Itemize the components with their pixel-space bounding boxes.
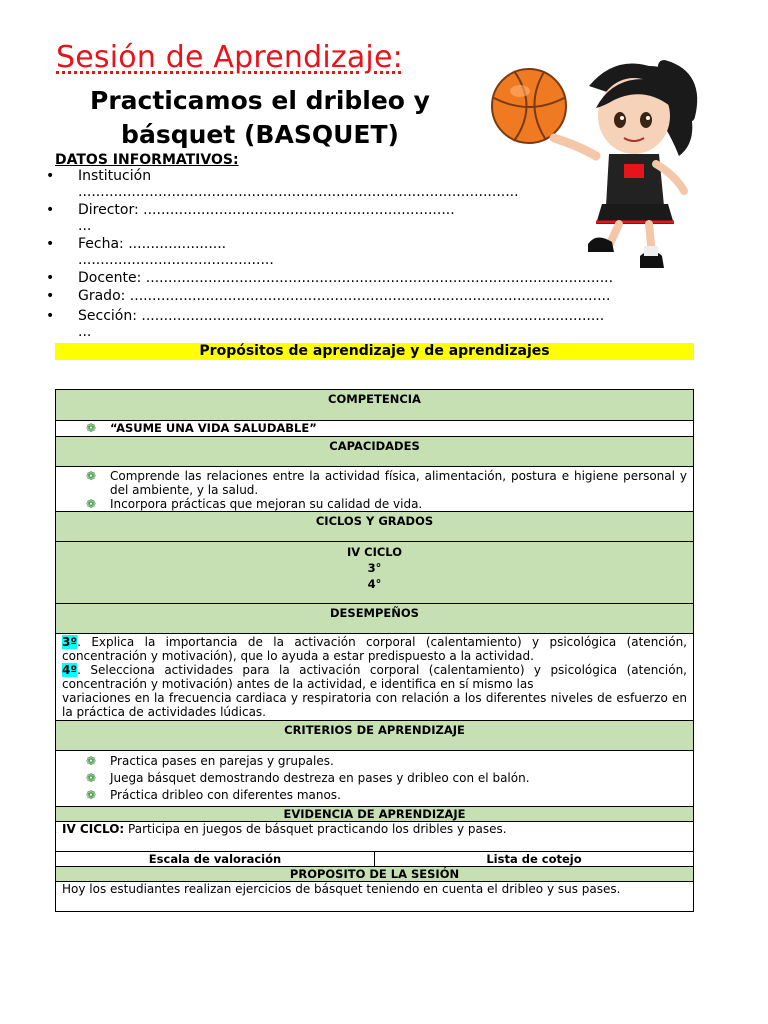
competencia-header: COMPETENCIA — [56, 390, 693, 421]
competencia-row — [56, 421, 693, 437]
ciclos-header: CICLOS Y GRADOS — [56, 512, 693, 542]
grade-3-tag: 3º — [62, 635, 78, 649]
purpose-bar: Propósitos de aprendizaje y de aprendizajes — [55, 343, 694, 360]
bullet-icon: • — [46, 270, 55, 286]
fecha-field: Fecha: ...................... — [78, 236, 227, 252]
institucion-field: ................................................................................................... — [78, 184, 519, 200]
evidencia-label: IV CICLO: — [62, 822, 125, 836]
criterio-text-2: Juega básquet demostrando destreza en pases y dribleo con el balón. — [110, 771, 530, 785]
director-field-cont: ... — [78, 218, 92, 234]
proposito-text: Hoy los estudiantes realizan ejercicios de básquet teniendo en cuenta el dribleo y sus pases. — [62, 882, 621, 896]
capacidad-item-1 — [56, 469, 687, 497]
evidencia-row — [56, 822, 693, 852]
session-subtitle — [40, 84, 480, 152]
session-title: Sesión de Aprendizaje: — [56, 40, 403, 75]
datos-informativos-heading: DATOS INFORMATIVOS: — [55, 152, 239, 168]
desempeno-4-text: . Selecciona actividades para la activación corporal (calentamiento) y psicológica (atención, concentración y motivación) antes de la actividad, e identifica en sí mismo las — [62, 663, 687, 691]
proposito-row — [56, 882, 693, 911]
criterios-header: CRITERIOS DE APRENDIZAJE — [56, 721, 693, 751]
flower-bullet-icon: ❁ — [86, 788, 97, 802]
grade-4-tag: 4º — [62, 663, 78, 677]
capacidades-row — [56, 467, 693, 512]
criterio-text-1: Practica pases en parejas y grupales. — [110, 754, 334, 768]
desempeno-3 — [56, 635, 693, 663]
subtitle-line-2: básquet (BASQUET) — [121, 120, 399, 149]
criterio-item-1 — [56, 753, 693, 770]
evidencia-text — [56, 822, 693, 836]
subtitle-line-1: Practicamos el dribleo y — [90, 86, 430, 115]
flower-bullet-icon: ❁ — [86, 771, 97, 785]
grado-3-text: 3° — [367, 561, 382, 575]
ciclos-row — [56, 542, 693, 604]
proposito-header: PROPOSITO DE LA SESIÓN — [56, 867, 693, 882]
bullet-icon: • — [46, 202, 55, 218]
info-row-seccion — [46, 308, 696, 342]
flower-bullet-icon: ❁ — [86, 497, 97, 511]
capacidades-header: CAPACIDADES — [56, 437, 693, 467]
bullet-icon: • — [46, 288, 55, 304]
flower-bullet-icon: ❁ — [86, 754, 97, 768]
capacidad-text-1: Comprende las relaciones entre la actividad física, alimentación, postura e higiene personal y del ambiente, y la salud. — [110, 469, 687, 497]
flower-bullet-icon: ❁ — [86, 469, 97, 483]
bullet-icon: • — [46, 236, 55, 252]
info-row-docente — [46, 270, 696, 288]
info-row-fecha — [46, 236, 696, 270]
director-field: Director: ...................................................................... — [78, 202, 455, 218]
criterio-item-2 — [56, 770, 693, 787]
competencia-item — [56, 421, 693, 435]
fecha-field-cont: ............................................ — [78, 252, 274, 268]
ciclo-text: IV CICLO — [346, 545, 403, 559]
desempenos-header: DESEMPEÑOS — [56, 604, 693, 634]
learning-table — [55, 389, 694, 912]
info-row-grado — [46, 288, 696, 306]
info-row-director — [46, 202, 696, 236]
flower-bullet-icon: ❁ — [86, 421, 97, 435]
lista-cotejo: Lista de cotejo — [486, 852, 582, 866]
seccion-field: Sección: ........................................................................................................ — [78, 308, 605, 324]
docente-field: Docente: ......................................................................................................... — [78, 270, 614, 286]
seccion-field-cont: ... — [78, 324, 92, 340]
desempeno-4 — [56, 663, 693, 691]
capacidad-item-2 — [56, 497, 687, 511]
info-row-institucion — [46, 168, 696, 202]
competencia-text: “ASUME UNA VIDA SALUDABLE” — [110, 421, 317, 435]
bullet-icon: • — [46, 308, 55, 324]
criterio-text-3: Práctica dribleo con diferentes manos. — [110, 788, 341, 802]
criterio-item-3 — [56, 787, 693, 804]
institucion-label: Institución — [78, 168, 152, 184]
basketball-icon — [492, 69, 566, 143]
evidencia-header: EVIDENCIA DE APRENDIZAJE — [56, 807, 693, 822]
desempenos-row — [56, 634, 693, 721]
grado-field: Grado: ............................................................................................................ — [78, 288, 611, 304]
criterios-row — [56, 751, 693, 807]
evidencia-value: Participa en juegos de básquet practicando los dribles y pases. — [124, 822, 507, 836]
capacidad-text-2: Incorpora prácticas que mejoran su calidad de vida. — [110, 497, 423, 511]
grado-4-text: 4° — [367, 577, 382, 591]
desempeno-4-text-cont: variaciones en la frecuencia cardiaca y respiratoria con relación a los diferentes niveles de esfuerzo en la práctica de actividades lúdicas. — [62, 691, 687, 719]
instrumentos-row — [56, 852, 693, 867]
escala-valoracion: Escala de valoración — [56, 852, 375, 866]
bullet-icon: • — [46, 168, 55, 184]
desempeno-3-text: . Explica la importancia de la activación corporal (calentamiento) y psicológica (atención, concentración y motivación), que lo ayuda a estar predispuesto a la actividad. — [62, 635, 687, 663]
